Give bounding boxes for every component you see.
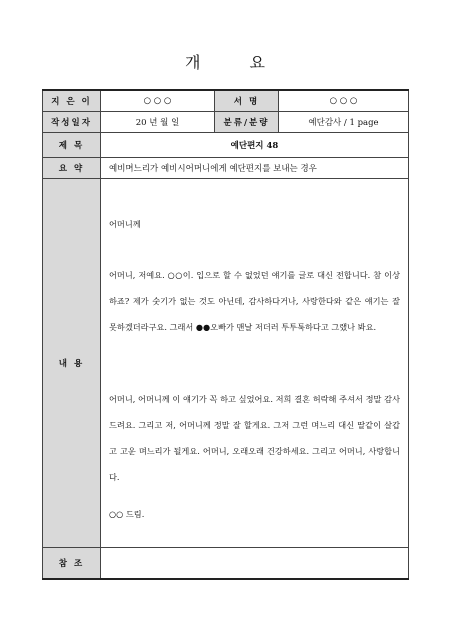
- author-label: 지 은 이: [43, 90, 101, 112]
- subject-label: 제 목: [43, 133, 101, 158]
- letter-closing: ○○ 드림.: [109, 509, 145, 519]
- category-label: 분류/분량: [215, 112, 279, 133]
- author-value: ○ ○ ○: [101, 90, 215, 112]
- reference-value: [101, 548, 409, 580]
- signature-label: 서 명: [215, 90, 279, 112]
- letter-body: [101, 179, 408, 547]
- content-label: 내 용: [43, 179, 101, 548]
- category-value: 예단감사 / 1 page: [279, 112, 409, 133]
- signature-value: ○ ○ ○: [279, 90, 409, 112]
- content-cell: [101, 179, 409, 548]
- subject-value: 예단편지 48: [101, 133, 409, 158]
- date-label: 작성일자: [43, 112, 101, 133]
- reference-label: 참 조: [43, 548, 101, 580]
- letter-paragraph-1: 어머니, 저예요. ○○이. 입으로 할 수 없었던 얘기를 글로 대신 전합니다. 참 이상하죠? 제가 숫기가 없는 것도 아닌데, 감사하다거나, 사랑한다와 같은 얘기는 잘 못하겠더라구요. 그래서 ●●오빠가 맨날 저더러 투투툭하다고 그랬나 봐요.: [109, 270, 400, 332]
- letter-greeting: 어머니께: [109, 219, 141, 229]
- summary-value: 예비며느리가 예비시어머니에게 예단편지를 보내는 경우: [101, 158, 409, 179]
- summary-label: 요 약: [43, 158, 101, 179]
- page-title: 개 요: [185, 53, 287, 72]
- date-value: 20 년 월 일: [101, 112, 215, 133]
- overview-form-table: [42, 89, 409, 580]
- letter-paragraph-2: 어머니, 어머니께 이 얘기가 꼭 하고 싶었어요. 저희 결혼 허락해 주셔서 정말 감사드려요. 그리고 저, 어머니께 정말 잘 할게요. 그저 그런 며느리 대신 딸같이 살갑고 고운 며느리가 될게요. 어머니, 오래오래 건강하세요. 그리고 어머니, 사랑합니다.: [109, 394, 400, 482]
